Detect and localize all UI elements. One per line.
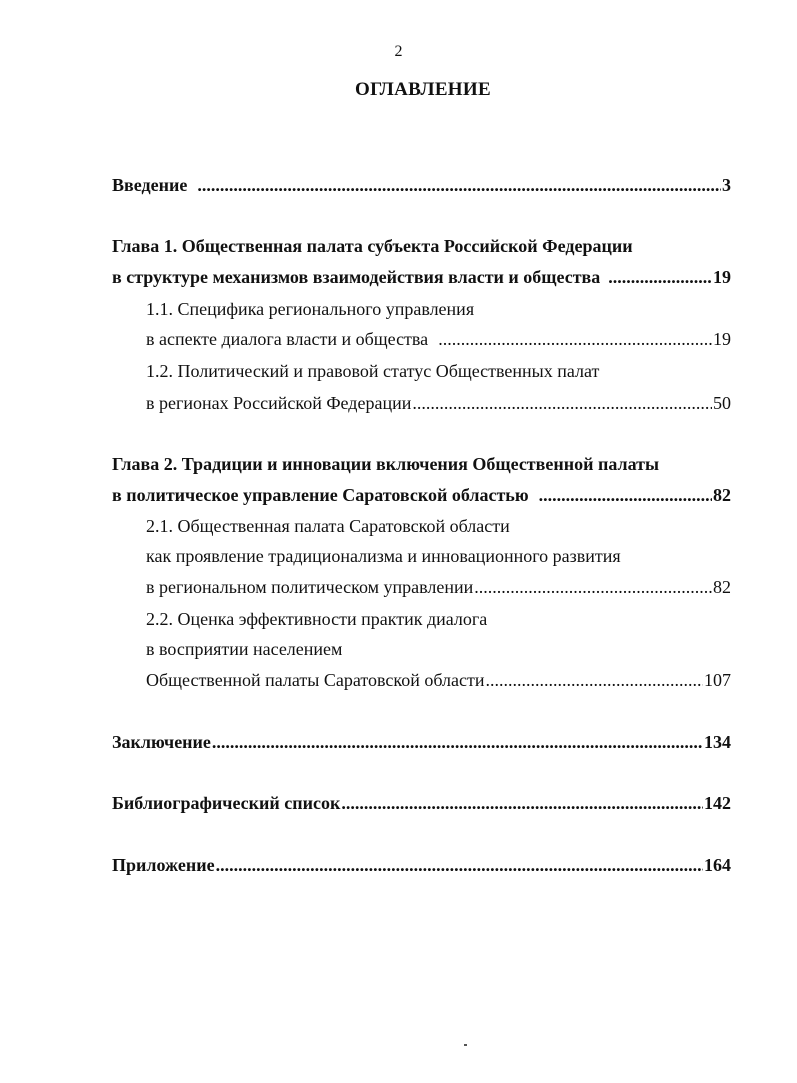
page-title: ОГЛАВЛЕНИЕ bbox=[355, 79, 491, 100]
toc-bibliography-page: 142 bbox=[704, 793, 731, 813]
toc-leader-dots bbox=[474, 574, 712, 600]
toc-section-2-1-line2: как проявление традиционализма и инновационного развития bbox=[146, 546, 621, 566]
toc-chapter2-title-line2: в политическое управление Саратовской областью bbox=[112, 485, 529, 505]
toc-appendix-page: 164 bbox=[704, 855, 731, 875]
page-number: 2 bbox=[394, 43, 403, 60]
toc-entry-section-2-2 bbox=[146, 667, 731, 693]
toc-section-1-1-page: 19 bbox=[713, 329, 731, 349]
toc-entry-appendix bbox=[112, 852, 731, 878]
toc-leader-dots bbox=[212, 729, 703, 755]
toc-entry-bibliography bbox=[112, 790, 731, 816]
toc-section-2-2-line1: 2.2. Оценка эффективности практик диалога bbox=[146, 609, 488, 629]
toc-section-2-2-page: 107 bbox=[704, 670, 731, 690]
toc-entry-section-1-2 bbox=[146, 390, 731, 416]
toc-leader-dots bbox=[438, 326, 712, 352]
toc-section-1-2-line1: 1.2. Политический и правовой статус Общественных палат bbox=[146, 361, 600, 381]
toc-leader-dots bbox=[341, 790, 703, 816]
toc-chapter1-title-line2: в структуре механизмов взаимодействия власти и общества bbox=[112, 267, 601, 287]
toc-leader-dots bbox=[539, 482, 712, 508]
toc-section-1-2-line2: в регионах Российской Федерации bbox=[146, 393, 412, 413]
toc-entry-section-2-1 bbox=[146, 574, 731, 600]
toc-section-2-1-page: 82 bbox=[713, 577, 731, 597]
toc-section-1-2-page: 50 bbox=[713, 393, 731, 413]
toc-section-2-2-line2: в восприятии населением bbox=[146, 639, 343, 659]
toc-leader-dots bbox=[197, 172, 721, 198]
toc-conclusion-label: Заключение bbox=[112, 732, 211, 752]
toc-intro-label: Введение bbox=[112, 175, 188, 195]
toc-chapter2-page: 82 bbox=[713, 485, 731, 505]
toc-chapter1-title-line1: Глава 1. Общественная палата субъекта Российской Федерации bbox=[112, 236, 633, 256]
toc-section-2-2-line3: Общественной палаты Саратовской области bbox=[146, 670, 485, 690]
toc-leader-dots bbox=[486, 667, 703, 693]
toc-section-1-1-line1: 1.1. Специфика регионального управления bbox=[146, 299, 475, 319]
toc-leader-dots bbox=[216, 852, 703, 878]
toc-appendix-label: Приложение bbox=[112, 855, 215, 875]
toc-intro-page: 3 bbox=[722, 175, 731, 195]
toc-entry-section-1-1 bbox=[146, 326, 731, 352]
toc-leader-dots bbox=[412, 390, 712, 416]
toc-entry-intro bbox=[112, 172, 731, 198]
toc-entry-chapter1 bbox=[112, 264, 731, 290]
toc-entry-chapter2 bbox=[112, 482, 731, 508]
toc-section-2-1-line3: в региональном политическом управлении bbox=[146, 577, 474, 597]
toc-section-2-1-line1: 2.1. Общественная палата Саратовской области bbox=[146, 516, 510, 536]
toc-conclusion-page: 134 bbox=[704, 732, 731, 752]
toc-entry-conclusion bbox=[112, 729, 731, 755]
scan-speck bbox=[464, 1044, 467, 1046]
toc-bibliography-label: Библиографический список bbox=[112, 793, 341, 813]
toc-leader-dots bbox=[608, 264, 712, 290]
toc-section-1-1-line2: в аспекте диалога власти и общества bbox=[146, 329, 429, 349]
toc-chapter1-page: 19 bbox=[713, 267, 731, 287]
toc-chapter2-title-line1: Глава 2. Традиции и инновации включения Общественной палаты bbox=[112, 454, 660, 474]
